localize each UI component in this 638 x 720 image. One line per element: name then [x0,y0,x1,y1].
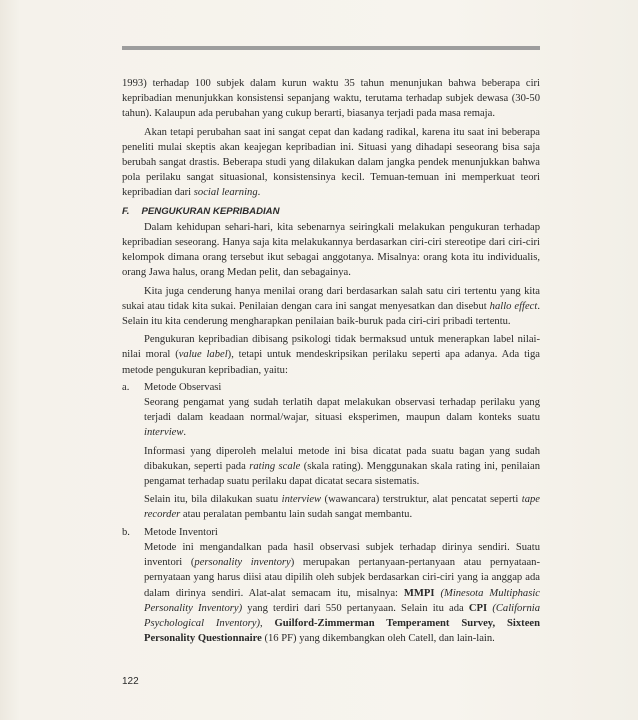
list-body-observasi [122,395,540,523]
list-marker: a. [122,381,130,393]
term-hallo-effect: hallo effect [489,300,538,312]
list-body-inventori [122,540,540,646]
page-number: 122 [122,676,139,687]
observasi-text-3: Selain itu, bila dilakukan suatu interview (wawancara) terstruktur, alat pencatat seperti tape recorder atau peralatan pembantu lain sudah sangat membantu. [144,494,540,521]
term-guilford: Guilford-Zimmerman Temperament Survey, Sixteen Personality Questionnaire [144,617,540,645]
paragraph-hallo-effect: Kita juga cenderung hanya menilai orang dari berdasarkan salah satu ciri tertentu yang kita sukai atau tidak kita sukai. Penilaian dengan cara ini sangat menyesatkan dan disebut hallo effect. Selain itu kita cenderung mengharapkan penilaian baik-buruk pada ciri-ciri pribadi tertentu. [122,285,540,328]
paragraph-methods-intro: Pengukuran kepribadian dibisang psikologi tidak bermaksud untuk menerapkan label nilai-nilai moral (value label), tetapi untuk mendeskripsikan perilaku seperti apa adanya. Ada tiga metode pengukuran kepribadian, yaitu: [122,334,540,376]
term-cpi: CPI [468,602,488,614]
list-title: Metode Inventori [144,526,218,538]
paragraph-change: Akan tetapi perubahan saat ini sangat cepat dan kadang radikal, karena itu saat ini beberapa peneliti mulai skeptis akan keajegan kepribadian ini. Situasi yang dihadapi seseorang bisa saja berubah sangat drastis. Beberapa studi yang dilakukan dalam jangka pendek menunjukkan bahwa pola perilaku sangat situasional, konsistensinya kecil. Temuan-temuan ini memperkuat teori kepribadian dari social learning. [122,126,540,199]
term-mmpi: MMPI [403,587,435,599]
observasi-text-1: Seorang pengamat yang sudah terlatih dapat melakukan observasi terhadap perilaku yang terjadi dalam keadaan normal/wajar, situasi eksperimen, maupun dalam konteks suatu interview. [144,397,540,439]
section-title: PENGUKURAN KEPRIBADIAN [141,205,280,217]
paragraph-continued: 1993) terhadap 100 subjek dalam kurun waktu 35 tahun menunjukan bahwa beberapa ciri kepribadian menunjukkan konsistensi sepanjang waktu, terutama terhadap subjek dewasa (30-50 tahun). Kalaupun ada perubahan yang cukup berarti, biasanya terjadi pada masa remaja. [122,78,540,120]
list-title: Metode Observasi [144,381,222,393]
section-heading [122,204,540,219]
section-letter: F. [122,205,130,217]
term-value-label: value label [178,349,228,361]
observasi-text-2: Informasi yang diperoleh melalui metode ini bisa dicatat pada suatu bagan yang sudah dibakukan, seperti pada rating scale (skala rating). Menggunakan skala rating ini, penilaian pengamat terhadap suatu perilaku dapat dicatat secara sistematis. [144,445,540,488]
list-item-observasi [122,380,540,395]
term-social-learning: social learning [193,187,258,199]
list-item-inventori [122,525,540,540]
inventori-text: Metode ini mengandalkan pada hasil observasi subjek terhadap dirinya sendiri. Suatu inventori (personality inventory) merupakan pertanyaan-pertanyaan atau pernyataan-pernyataan yang harus diisi atau dipilih oleh subjek berdasarkan ciri-ciri yang ia anggap ada dalam dirinya sendiri. Alat-alat semacam itu, misalnya: MMPI (Minesota Multiphasic Personality Inventory) yang terdiri dari 550 pertanyaan. Selain itu ada CPI (California Psychological Inventory), Guilford-Zimmerman Temperament Survey, Sixteen Personality Questionnaire (16 PF) yang dikembangkan oleh Catell, dan lain-lain. [144,541,540,645]
page-content [122,76,540,646]
list-marker: b. [122,526,130,538]
header-rule [122,46,540,50]
paragraph-daily-measurement: Dalam kehidupan sehari-hari, kita sebenarnya seiringkali melakukan pengukuran terhadap kepribadian seseorang. Hanya saja kita melakukannya berdasarkan ciri-ciri stereotipe dari ciri-ciri kelompok dimana orang tersebut ikut sebagai anggotanya. Misalnya: orang kota itu individualis, orang Jawa halus, orang Medan pelit, dan sebagainya. [122,221,540,279]
